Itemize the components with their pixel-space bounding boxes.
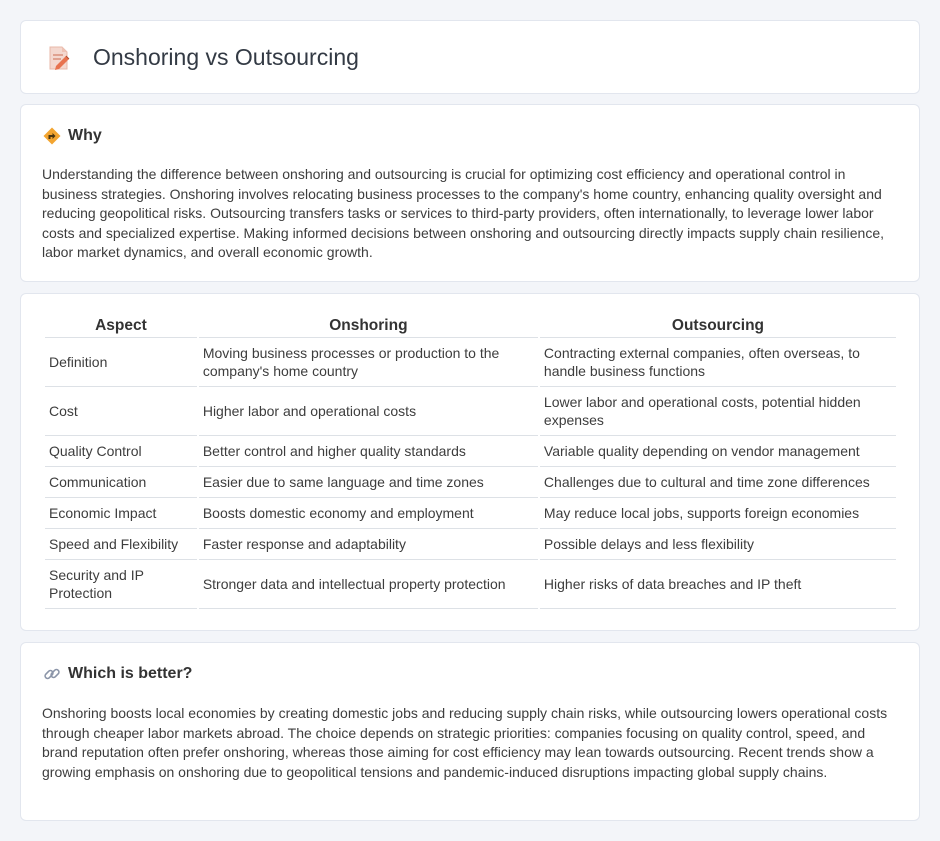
onshoring-cell: Faster response and adaptability [199,529,538,560]
better-heading-row [43,665,192,683]
onshoring-cell: Moving business processes or production to the company's home country [199,338,538,387]
outsourcing-cell: Possible delays and less flexibility [540,529,896,560]
page-title: Onshoring vs Outsourcing [93,44,359,70]
aspect-cell: Definition [45,338,197,387]
comparison-section [20,293,920,631]
table-header-row [45,316,896,338]
table-row [45,387,896,436]
link-icon [43,665,61,683]
onshoring-cell: Stronger data and intellectual property protection [199,560,538,609]
outsourcing-cell: Higher risks of data breaches and IP theft [540,560,896,609]
outsourcing-cell: Lower labor and operational costs, potential hidden expenses [540,387,896,436]
aspect-cell: Speed and Flexibility [45,529,197,560]
why-heading: Why [68,127,102,144]
aspect-cell: Quality Control [45,436,197,467]
aspect-cell: Economic Impact [45,498,197,529]
better-text: Onshoring boosts local economies by creating domestic jobs and reducing supply chain risks, while outsourcing lowers operational costs through cheaper labor markets abroad. The choice depends on strategic priorities: companies focusing on quality control, speed, and brand reputation often prefer onshoring, whereas those aiming for cost efficiency may lean towards outsourcing. Recent trends show a growing emphasis on onshoring due to geopolitical tensions and pandemic-induced disruptions impacting global supply chains. [42,705,888,780]
better-heading: Which is better? [68,665,193,682]
title-card [20,20,920,94]
onshoring-cell: Higher labor and operational costs [199,387,538,436]
onshoring-cell: Boosts domestic economy and employment [199,498,538,529]
outsourcing-cell: Contracting external companies, often overseas, to handle business functions [540,338,896,387]
aspect-cell: Communication [45,467,197,498]
outsourcing-cell: Challenges due to cultural and time zone differences [540,467,896,498]
outsourcing-cell: May reduce local jobs, supports foreign economies [540,498,896,529]
why-section [20,104,920,282]
header-outsourcing: Outsourcing [540,316,896,338]
onshoring-cell: Better control and higher quality standards [199,436,538,467]
table-row [45,338,896,387]
comparison-table [43,316,898,609]
aspect-cell: Cost [45,387,197,436]
table-row [45,436,896,467]
diamond-sign-icon [43,127,61,145]
header-onshoring: Onshoring [199,316,538,338]
document-pencil-icon [47,45,71,71]
why-heading-row [43,127,102,145]
header-aspect: Aspect [45,316,197,338]
why-text: Understanding the difference between onshoring and outsourcing is crucial for optimizing cost efficiency and operational control in business strategies. Onshoring involves relocating business processes to the company's home country, enhancing quality oversight and reducing geopolitical risks. Outsourcing transfers tasks or services to third-party providers, often internationally, to leverage lower labor costs and specialized expertise. Making informed decisions between onshoring and outsourcing directly impacts supply chain resilience, labor market dynamics, and overall economic growth. [42,166,885,260]
aspect-cell: Security and IP Protection [45,560,197,609]
outsourcing-cell: Variable quality depending on vendor management [540,436,896,467]
onshoring-cell: Easier due to same language and time zones [199,467,538,498]
which-better-section [20,642,920,821]
table-row [45,560,896,609]
table-row [45,529,896,560]
table-row [45,498,896,529]
table-row [45,467,896,498]
title-row [47,44,359,71]
